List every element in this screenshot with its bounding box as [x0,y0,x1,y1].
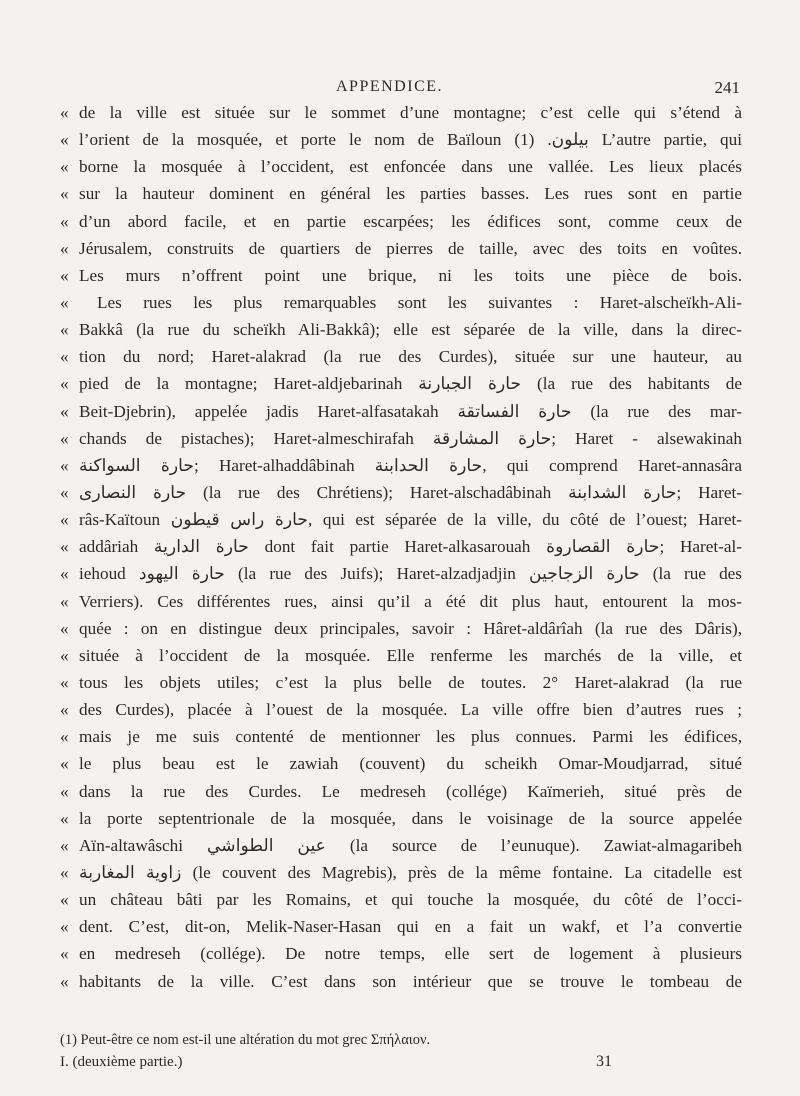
quote-mark: « [60,618,69,638]
quote-mark: « [60,645,69,665]
line-text: la porte septentrionale de la mosquée, dans le voisinage de la source appelée [79,808,742,828]
text-line [60,506,742,533]
signature-right: 31 [596,1053,612,1070]
quote-mark: « [60,428,69,448]
quote-mark: « [60,727,69,747]
line-text: زاوية المغاربة (le couvent des Magrebis), près de la même fontaine. La citadelle est [79,862,742,882]
quote-mark: « [60,754,69,774]
line-text: sur la hauteur dominent en général les parties basses. Les rues sont en partie [79,184,742,204]
line-text: Les murs n’offrent point une brique, ni les toits une pièce de bois. [79,265,742,285]
line-text: chands de pistaches); Haret-almeschirafah حارة المشارقة; Haret - alsewakinah [79,428,742,448]
line-text: dans la rue des Curdes. Le medreseh (collége) Kaïmerieh, situé près de [79,781,742,801]
line-text: en medreseh (collége). De notre temps, elle sert de logement à plusieurs [79,944,742,964]
text-line [60,588,742,615]
line-text: râs-Kaïtoun حارة راس قيطون, qui est séparée de la ville, du côté de l’ouest; Haret- [79,510,742,530]
line-text: pied de la montagne; Haret-aldjebarinah حارة الجبارنة (la rue des habitants de [79,374,742,394]
signature-left: I. (deuxième partie.) [60,1054,183,1070]
line-text: Bakkâ (la rue du scheïkh Ali-Bakkâ); elle est séparée de la ville, dans la direc- [79,320,742,340]
line-text: Aïn-altawâschi عين الطواشي (la source de l’eunuque). Zawiat-almagaribeh [79,835,742,855]
text-line [60,316,742,343]
text-line [60,235,742,262]
text-line [60,533,742,560]
text-line [60,99,742,126]
signature-line [60,1051,742,1073]
line-text: des Curdes), placée à l’ouest de la mosquée. La ville offre bien d’autres rues ; [79,700,742,720]
line-text: l’orient de la mosquée, et porte le nom de Baïloun بيلون. (1) L’autre partie, qui [79,130,742,150]
quote-mark: « [60,510,69,530]
quote-mark: « [60,971,69,991]
footnote-1: (1) Peut-être ce nom est-il une altération du mot grec Σπήλαιον. [60,1032,431,1048]
text-line [60,180,742,207]
text-line [60,208,742,235]
body-text [60,99,742,995]
text-line [60,696,742,723]
line-text: quée : on en distingue deux principales, savoir : Hâret-aldârîah (la rue des Dâris), [79,618,742,638]
quote-mark: « [60,184,69,204]
line-text: un château bâti par les Romains, et qui touche la mosquée, du côté de l’occi- [79,890,742,910]
quote-mark: « [60,890,69,910]
text-line [60,153,742,180]
text-line [60,778,742,805]
line-text: habitants de la ville. C’est dans son intérieur que se trouve le tombeau de [79,971,742,991]
text-line [60,126,742,153]
quote-mark: « [60,374,69,394]
page-number: 241 [714,78,740,97]
text-line [60,615,742,642]
line-text: Les rues les plus remarquables sont les suivantes : Haret-alscheïkh-Ali- [97,292,742,312]
line-text: de la ville est située sur le sommet d’une montagne; c’est celle qui s’étend à [79,103,742,122]
text-line [60,289,742,316]
line-text: dent. C’est, dit-on, Melik-Naser-Hasan qui en a fait un wakf, et l’a convertie [79,917,742,937]
text-line [60,968,742,995]
quote-mark: « [60,672,69,692]
text-line [60,805,742,832]
quote-mark: « [60,835,69,855]
quote-mark: « [60,482,69,502]
text-line [60,343,742,370]
line-text: Jérusalem, construits de quartiers de pierres de taille, avec des toits en voûtes. [79,238,742,258]
quote-mark: « [60,591,69,611]
text-line [60,452,742,479]
quote-mark: « [60,401,69,421]
quote-mark: « [60,211,69,231]
text-line [60,832,742,859]
text-line [60,262,742,289]
text-line [60,859,742,886]
quote-mark: « [60,103,69,122]
line-text: tous les objets utiles; c’est la plus belle de toutes. 2° Haret-alakrad (la rue [79,672,742,692]
line-text: حارة النصارى (la rue des Chrétiens); Haret-alschadâbinah حارة الشدابنة; Haret- [79,482,742,502]
text-line [60,886,742,913]
quote-mark: « [60,238,69,258]
text-line [60,425,742,452]
line-text: d’un abord facile, et en partie escarpées; les édifices sont, comme ceux de [79,211,742,231]
line-text: borne la mosquée à l’occident, est enfoncée dans une vallée. Les lieux placés [79,157,742,177]
text-line [60,750,742,777]
text-line [60,913,742,940]
quote-mark: « [60,944,69,964]
quote-mark: « [60,700,69,720]
line-text: Verriers). Ces différentes rues, ainsi qu’il a été dit plus haut, entourent la mos- [79,591,742,611]
quote-mark: « [60,265,69,285]
text-line [60,560,742,587]
quote-mark: « [60,347,69,367]
line-text: حارة السواكنة; Haret-alhaddâbinah حارة الحدابنة, qui comprend Haret-annasâra [79,455,742,475]
quote-mark: « [60,292,69,312]
line-text: iehoud حارة اليهود (la rue des Juifs); Haret-alzadjadjin حارة الزجاجين (la rue des [79,564,742,584]
line-text: le plus beau est le zawiah (couvent) du scheikh Omar-Moudjarrad, situé [79,754,742,774]
line-text: située à l’occident de la mosquée. Elle renferme les marchés de la ville, et [79,645,742,665]
line-text: tion du nord; Haret-alakrad (la rue des Curdes), située sur une hauteur, au [79,347,742,367]
line-text: Beit-Djebrin), appelée jadis Haret-alfasatakah حارة الفساتقة (la rue des mar- [79,401,742,421]
quote-mark: « [60,157,69,177]
text-line [60,669,742,696]
footnotes [60,1029,742,1073]
text-line [60,642,742,669]
text-line [60,723,742,750]
header-title: APPENDICE. [336,78,444,95]
text-line [60,398,742,425]
line-text: mais je me suis contenté de mentionner les plus connues. Parmi les édifices, [79,727,742,747]
text-line [60,940,742,967]
quote-mark: « [60,781,69,801]
text-line [60,370,742,397]
quote-mark: « [60,537,69,557]
quote-mark: « [60,455,69,475]
quote-mark: « [60,320,69,340]
quote-mark: « [60,130,69,150]
line-text: addâriah حارة الدارية dont fait partie Haret-alkasarouah حارة القصاروة; Haret-al- [79,537,742,557]
quote-mark: « [60,917,69,937]
text-line [60,479,742,506]
quote-mark: « [60,564,69,584]
quote-mark: « [60,808,69,828]
quote-mark: « [60,862,69,882]
